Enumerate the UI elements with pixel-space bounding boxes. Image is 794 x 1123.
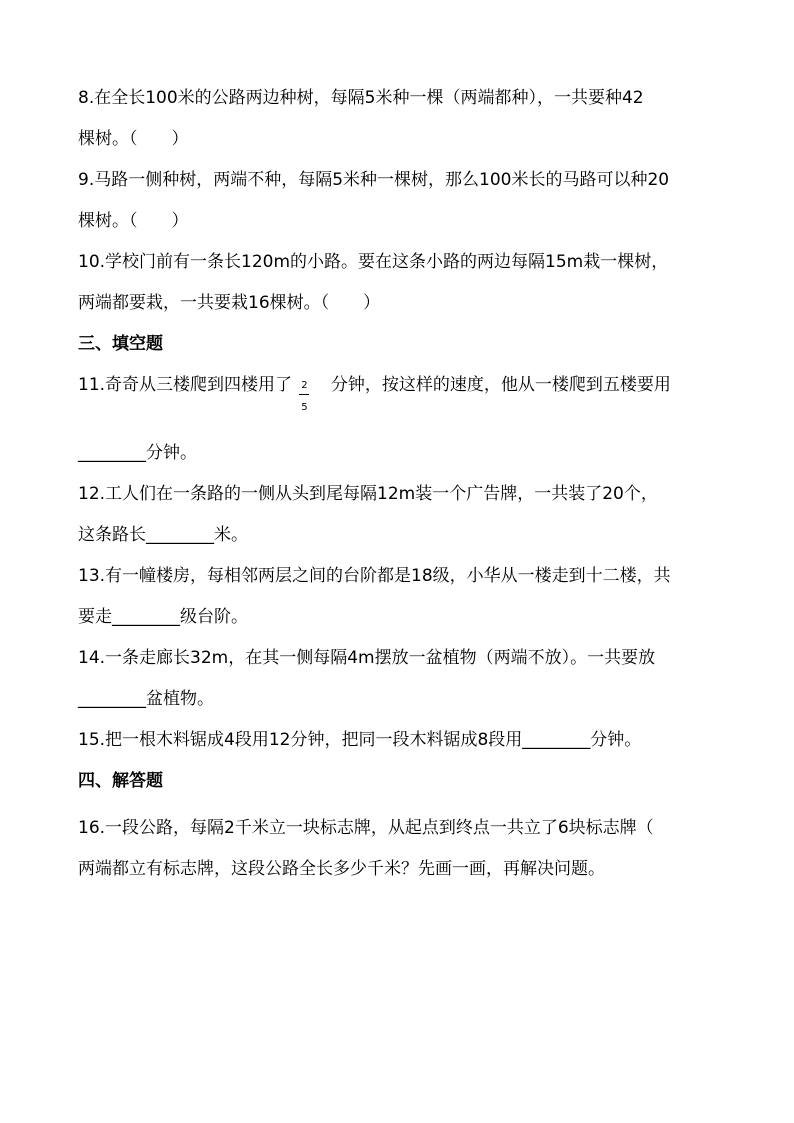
- fraction: [297, 375, 325, 413]
- question-13-line-1: 13.有一幢楼房，每相邻两层之间的台阶都是18级，小华从一楼走到十二楼，共: [78, 566, 671, 586]
- question-11: [78, 365, 728, 474]
- question-15: [78, 720, 728, 761]
- question-16: [78, 808, 728, 890]
- question-8-line-1: 8.在全长100米的公路两边种树，每隔5米种一棵（两端都种），一共要种42: [78, 88, 644, 108]
- question-13: [78, 556, 728, 638]
- fraction-numerator: 2: [301, 380, 308, 391]
- fraction-bar: [299, 394, 309, 395]
- question-16-line-1: 16.一段公路，每隔2千米立一块标志牌，从起点到终点一共立了6块标志牌（: [78, 818, 654, 838]
- question-11-text-a: 11.奇奇从三楼爬到四楼用了: [78, 375, 293, 395]
- section-3-heading: 三、填空题: [78, 334, 163, 354]
- question-11-line-2: ________分钟。: [78, 443, 197, 463]
- question-14-line-1: 14.一条走廊长32m，在其一侧每隔4m摆放一盆植物（两端不放）。一共要放: [78, 648, 656, 668]
- fraction-denominator: 5: [301, 402, 308, 413]
- question-9-line-2: 棵树。（ ）: [78, 211, 189, 231]
- question-12-line-2: 这条路长________米。: [78, 525, 248, 545]
- worksheet-page: [78, 78, 728, 890]
- question-9-line-1: 9.马路一侧种树，两端不种，每隔5米种一棵树，那么100米长的马路可以种20: [78, 170, 670, 190]
- question-12: [78, 474, 728, 556]
- question-13-line-2: 要走________级台阶。: [78, 607, 248, 627]
- question-11-text-b: 分钟，按这样的速度，他从一楼爬到五楼要用: [330, 375, 671, 395]
- question-9: [78, 160, 728, 242]
- fraction-spacer: [78, 406, 728, 433]
- question-10-line-2: 两端都要栽，一共要栽16棵树。（ ）: [78, 293, 381, 313]
- question-14: [78, 638, 728, 720]
- question-12-line-1: 12.工人们在一条路的一侧从头到尾每隔12m装一个广告牌，一共装了20个，: [78, 484, 658, 504]
- question-10: [78, 242, 728, 324]
- question-14-line-2: ________盆植物。: [78, 689, 214, 709]
- question-8: [78, 78, 728, 160]
- question-10-line-1: 10.学校门前有一条长120m的小路。要在这条小路的两边每隔15m栽一棵树，: [78, 252, 669, 272]
- section-4-heading: 四、解答题: [78, 771, 163, 791]
- question-11-line-1: [78, 365, 728, 413]
- question-16-line-2: 两端都立有标志牌，这段公路全长多少千米？先画一画，再解决问题。: [78, 859, 605, 879]
- question-8-line-2: 棵树。（ ）: [78, 129, 189, 149]
- question-15-line-1: 15.把一根木料锯成4段用12分钟，把同一段木料锯成8段用________分钟。: [78, 730, 642, 750]
